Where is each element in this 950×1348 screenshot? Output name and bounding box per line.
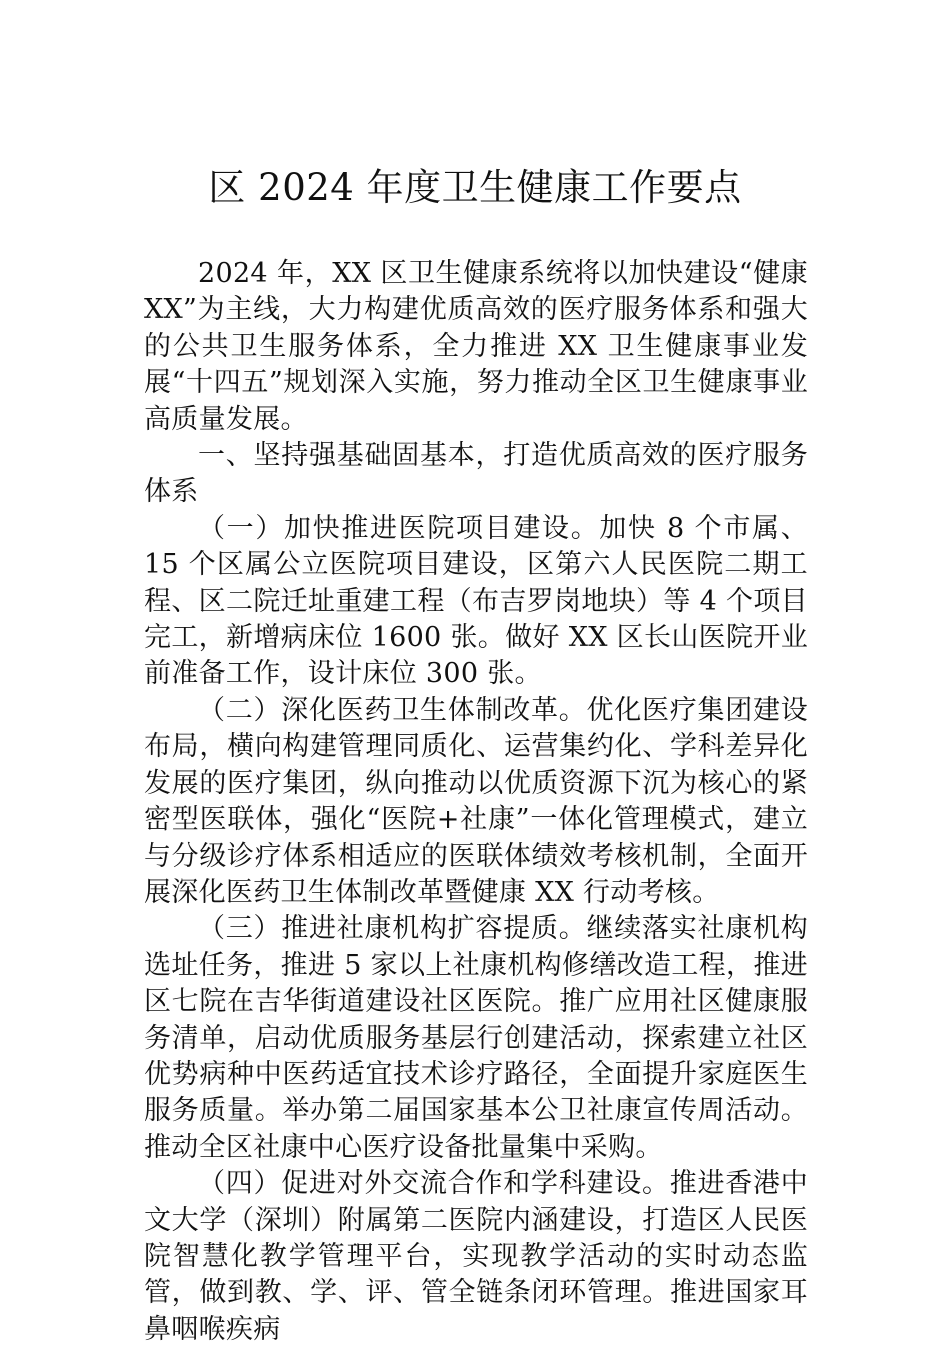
item-paragraph-2: （二）深化医药卫生体制改革。优化医疗集团建设布局，横向构建管理同质化、运营集约化、学科差异化发展的医疗集团，纵向推动以优质资源下沉为核心的紧密型医联体，强化“医院+社康”一体化管理模式，建立与分级诊疗体系相适应的医联体绩效考核机制，全面开展深化医药卫生体制改革暨健康 XX 行动考核。	[144, 694, 808, 908]
document-body	[144, 256, 808, 1348]
section-heading-1: 一、坚持强基础固基本，打造优质高效的医疗服务体系	[144, 440, 808, 508]
item-paragraph-1: （一）加快推进医院项目建设。加快 8 个市属、15 个区属公立医院项目建设，区第六人民医院二期工程、区二院迁址重建工程（布吉罗岗地块）等 4 个项目完工，新增病床位 1600 张。做好 XX 区长山医院开业前准备工作，设计床位 300 张。	[144, 512, 808, 690]
item-paragraph-3: （三）推进社康机构扩容提质。继续落实社康机构选址任务，推进 5 家以上社康机构修缮改造工程，推进区七院在吉华街道建设社区医院。推广应用社区健康服务清单，启动优质服务基层行创建活动，探索建立社区优势病种中医药适宜技术诊疗路径，全面提升家庭医生服务质量。举办第二届国家基本公卫社康宣传周活动。推动全区社康中心医疗设备批量集中采购。	[144, 913, 808, 1163]
item-paragraph-4: （四）促进对外交流合作和学科建设。推进香港中文大学（深圳）附属第二医院内涵建设，打造区人民医院智慧化教学管理平台，实现教学活动的实时动态监管，做到教、学、评、管全链条闭环管理。推进国家耳鼻咽喉疾病	[144, 1168, 808, 1345]
intro-paragraph: 2024 年，XX 区卫生健康系统将以加快建设“健康 XX”为主线，大力构建优质高效的医疗服务体系和强大的公共卫生服务体系，全力推进 XX 卫生健康事业发展“十四五”规划深入实施，努力推动全区卫生健康事业高质量发展。	[144, 258, 808, 435]
document-title: 区 2024 年度卫生健康工作要点	[208, 166, 742, 209]
